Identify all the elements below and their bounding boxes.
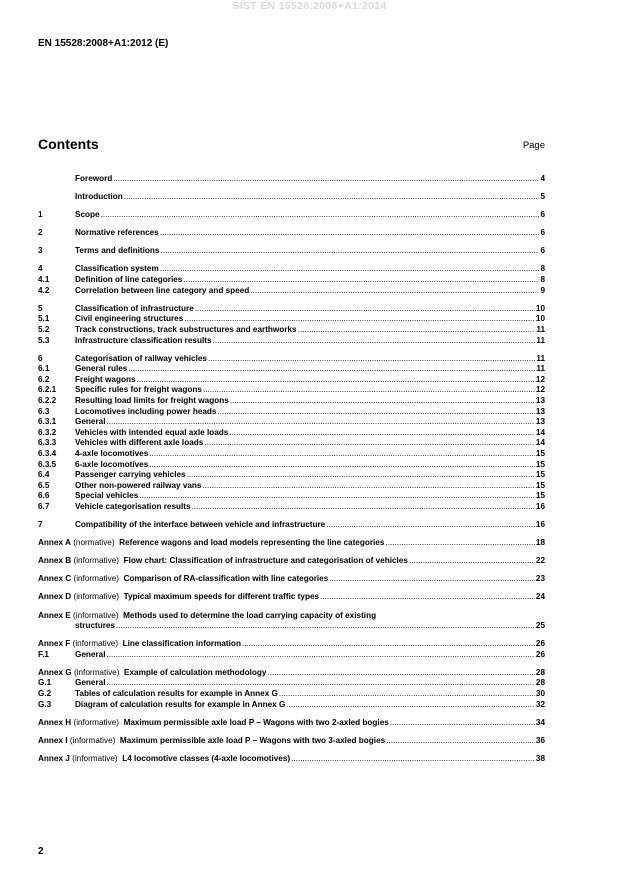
toc-entry[interactable] bbox=[38, 438, 545, 449]
entry-title: Freight wagons bbox=[75, 374, 136, 384]
section-number: 4.2 bbox=[38, 285, 50, 295]
section-number: 6.2 bbox=[38, 374, 50, 384]
entry-title: Special vehicles bbox=[75, 491, 139, 501]
entry-title: Classification of infrastructure bbox=[75, 303, 194, 313]
section-number: 2 bbox=[38, 228, 43, 238]
entry-page: 11 bbox=[536, 353, 545, 363]
toc-entry[interactable] bbox=[38, 407, 545, 418]
toc-entry[interactable] bbox=[38, 460, 545, 471]
section-number: 5 bbox=[38, 303, 43, 313]
toc-entry[interactable] bbox=[38, 210, 545, 221]
entry-page: 30 bbox=[535, 689, 545, 699]
entry-title: General rules bbox=[75, 364, 128, 374]
dot-leader bbox=[267, 668, 534, 679]
toc-entry[interactable] bbox=[38, 556, 545, 567]
section-number: 6.3.3 bbox=[38, 438, 57, 448]
entry-title: Correlation between line category and speed bbox=[75, 285, 250, 295]
toc-entry[interactable] bbox=[38, 246, 545, 257]
section-number: 6.6 bbox=[38, 491, 50, 501]
section-number: G.1 bbox=[38, 678, 52, 688]
entry-title: Civil engineering structures bbox=[75, 314, 184, 324]
entry-title: Specific rules for freight wagons bbox=[75, 385, 202, 395]
annex-label: Annex H bbox=[38, 717, 72, 727]
toc-entry[interactable] bbox=[38, 678, 545, 689]
dot-leader bbox=[386, 736, 535, 747]
dot-leader bbox=[124, 192, 540, 203]
entry-title: Resulting load limits for freight wagons bbox=[75, 396, 229, 405]
entry-title: Terms and definitions bbox=[75, 246, 160, 256]
toc-entry[interactable] bbox=[38, 286, 545, 297]
entry-page: 24 bbox=[535, 592, 545, 602]
dot-leader bbox=[230, 396, 535, 407]
entry-title: General bbox=[75, 678, 106, 688]
entry-title: L4 locomotive classes (4-axle locomotives) bbox=[122, 753, 291, 763]
page-column-label: Page bbox=[522, 140, 545, 151]
toc-entry[interactable] bbox=[38, 689, 545, 700]
toc-entry[interactable] bbox=[38, 639, 545, 650]
entry-title: Tables of calculation results for example in Annex G bbox=[75, 689, 278, 699]
dot-leader bbox=[329, 574, 535, 585]
dot-leader bbox=[320, 592, 535, 603]
dot-leader bbox=[213, 336, 536, 347]
entry-page: 11 bbox=[536, 324, 545, 334]
section-number: F.1 bbox=[38, 649, 49, 659]
section-number: 6.2.1 bbox=[38, 385, 57, 395]
entry-page: 12 bbox=[535, 374, 545, 384]
section-number: 4.1 bbox=[38, 275, 50, 285]
entry-title: Vehicle categorisation results bbox=[75, 501, 191, 511]
dot-leader bbox=[101, 210, 540, 221]
dot-leader bbox=[208, 354, 535, 365]
entry-page: 13 bbox=[535, 406, 545, 416]
toc-entry[interactable] bbox=[38, 470, 545, 481]
entry-title: Compatibility of the interface between vehicle and infrastructure bbox=[75, 520, 326, 530]
dot-leader bbox=[187, 470, 535, 481]
entry-page: 15 bbox=[535, 448, 545, 458]
entry-page: 4 bbox=[540, 174, 545, 183]
entry-title-continuation: structures bbox=[75, 621, 116, 631]
entry-page: 16 bbox=[535, 501, 545, 511]
entry-title: Diagram of calculation results for example in Annex G bbox=[75, 699, 286, 709]
entry-page: 14 bbox=[535, 427, 545, 437]
dot-leader bbox=[149, 460, 535, 471]
entry-title: Infrastructure classification results bbox=[75, 335, 212, 345]
entry-page: 36 bbox=[535, 735, 545, 745]
entry-title: Line classification information bbox=[122, 639, 241, 649]
dot-leader bbox=[298, 325, 536, 336]
toc-entry[interactable] bbox=[38, 264, 545, 275]
dot-leader bbox=[192, 502, 535, 513]
dot-leader bbox=[385, 538, 534, 549]
entry-page: 28 bbox=[535, 667, 545, 677]
dot-leader bbox=[183, 275, 539, 286]
dot-leader bbox=[184, 314, 535, 325]
section-number: G.2 bbox=[38, 689, 52, 699]
toc-entry[interactable] bbox=[38, 314, 545, 325]
toc-entry[interactable] bbox=[38, 502, 545, 513]
toc-entry[interactable] bbox=[38, 668, 545, 679]
dot-leader bbox=[113, 174, 539, 185]
entry-title: Other non-powered railway vans bbox=[75, 480, 202, 490]
section-number: 5.3 bbox=[38, 335, 50, 345]
annex-label: Annex J bbox=[38, 753, 70, 763]
toc-entry[interactable] bbox=[38, 275, 545, 286]
entry-title: 6-axle locomotives bbox=[75, 459, 149, 469]
entry-title: General bbox=[75, 417, 106, 427]
entry-page: 15 bbox=[535, 480, 545, 490]
entry-title: Track constructions, track substructures and earthworks bbox=[75, 324, 297, 334]
dot-leader bbox=[291, 754, 535, 765]
annex-type: (informative) bbox=[73, 717, 119, 727]
entry-page: 6 bbox=[540, 210, 545, 220]
table-of-contents bbox=[38, 174, 545, 765]
toc-entry[interactable] bbox=[38, 718, 545, 729]
annex-type: (informative) bbox=[73, 667, 120, 677]
entry-page: 11 bbox=[536, 335, 545, 345]
dot-leader bbox=[242, 639, 535, 650]
dot-leader bbox=[116, 621, 535, 632]
entry-page: 11 bbox=[536, 364, 545, 374]
entry-title: Scope bbox=[75, 210, 100, 220]
toc-entry[interactable] bbox=[38, 520, 545, 531]
entry-title: Maximum permissible axle load P – Wagons with two 3-axled bogies bbox=[119, 735, 386, 745]
toc-entry-continuation bbox=[38, 621, 545, 632]
entry-page: 13 bbox=[535, 396, 545, 405]
section-number: 7 bbox=[38, 520, 43, 530]
entry-title: Introduction bbox=[75, 192, 123, 202]
toc-entry[interactable] bbox=[38, 354, 545, 365]
toc-entry[interactable] bbox=[38, 650, 545, 661]
contents-title: Contents bbox=[38, 136, 99, 152]
annex-label: Annex G bbox=[38, 667, 72, 677]
watermark: SIST EN 15528:2008+A1:2014 bbox=[232, 0, 387, 12]
toc-entry[interactable] bbox=[38, 364, 545, 375]
entry-page: 10 bbox=[535, 314, 545, 324]
section-number: 1 bbox=[38, 210, 43, 220]
section-number: 6.3.5 bbox=[38, 459, 57, 469]
dot-leader bbox=[160, 228, 540, 239]
annex-label: Annex A bbox=[38, 538, 71, 548]
annex-type: (informative) bbox=[69, 735, 116, 745]
entry-title: Categorisation of railway vehicles bbox=[75, 353, 207, 363]
toc-entry[interactable] bbox=[38, 336, 545, 347]
dot-leader bbox=[390, 718, 535, 729]
annex-type: (informative) bbox=[72, 753, 118, 763]
entry-title: Maximum permissible axle load P – Wagons with two 2-axled bogies bbox=[123, 717, 389, 727]
toc-entry[interactable] bbox=[38, 481, 545, 492]
entry-page: 23 bbox=[535, 574, 545, 584]
entry-page: 34 bbox=[535, 717, 545, 727]
section-number: 4 bbox=[38, 264, 43, 274]
entry-page: 15 bbox=[535, 470, 545, 480]
entry-page: 26 bbox=[535, 649, 545, 659]
annex-type: (normative) bbox=[73, 538, 115, 548]
entry-title: Definition of line categories bbox=[75, 275, 183, 285]
entry-title: Normative references bbox=[75, 228, 159, 238]
section-number: 5.2 bbox=[38, 324, 50, 334]
toc-entry[interactable] bbox=[38, 325, 545, 336]
toc-entry[interactable] bbox=[38, 736, 545, 747]
dot-leader bbox=[203, 385, 535, 396]
annex-label: Annex F bbox=[38, 639, 71, 649]
entry-page: 13 bbox=[535, 417, 545, 427]
annex-type: (informative) bbox=[73, 592, 119, 602]
annex-label: Annex B bbox=[38, 556, 72, 566]
section-number: 6.3.2 bbox=[38, 427, 57, 437]
page-number: 2 bbox=[38, 846, 44, 857]
toc-entry[interactable] bbox=[38, 449, 545, 460]
annex-label: Annex E bbox=[38, 610, 71, 620]
dot-leader bbox=[149, 449, 535, 460]
section-number: 5.1 bbox=[38, 314, 50, 324]
annex-type: (informative) bbox=[73, 610, 119, 620]
entry-title: General bbox=[75, 649, 106, 659]
entry-page: 6 bbox=[540, 228, 545, 238]
entry-title: Methods used to determine the load carrying capacity of existing bbox=[123, 610, 377, 620]
section-number: 6.7 bbox=[38, 501, 50, 511]
entry-page: 9 bbox=[540, 285, 545, 295]
toc-entry[interactable] bbox=[38, 754, 545, 765]
entry-page: 8 bbox=[540, 264, 545, 274]
annex-type: (informative) bbox=[73, 556, 119, 566]
entry-page: 5 bbox=[540, 192, 545, 202]
document-header: EN 15528:2008+A1:2012 (E) bbox=[38, 38, 169, 49]
entry-page: 8 bbox=[540, 275, 545, 285]
toc-entry[interactable] bbox=[38, 192, 545, 203]
entry-title: Classification system bbox=[75, 264, 159, 274]
dot-leader bbox=[137, 375, 535, 386]
annex-type: (informative) bbox=[72, 639, 119, 649]
toc-entry[interactable] bbox=[38, 700, 545, 711]
dot-leader bbox=[139, 491, 535, 502]
section-number: 6.2.2 bbox=[38, 396, 57, 405]
entry-title: Vehicles with intended equal axle loads bbox=[75, 427, 229, 437]
dot-leader bbox=[286, 700, 535, 711]
toc-entry[interactable] bbox=[38, 417, 545, 428]
entry-title: Locomotives including power heads bbox=[75, 406, 217, 416]
section-number: 6.4 bbox=[38, 470, 50, 480]
entry-title: Foreword bbox=[75, 174, 113, 183]
dot-leader bbox=[229, 428, 535, 439]
toc-entry[interactable] bbox=[38, 375, 545, 386]
toc-entry[interactable] bbox=[38, 228, 545, 239]
dot-leader bbox=[107, 417, 535, 428]
entry-title: 4-axle locomotives bbox=[75, 448, 149, 458]
toc-entry[interactable] bbox=[38, 574, 545, 585]
entry-page: 14 bbox=[535, 438, 545, 448]
toc-entry[interactable] bbox=[38, 385, 545, 396]
entry-page: 15 bbox=[535, 459, 545, 469]
toc-entry[interactable] bbox=[38, 491, 545, 502]
entry-title: Example of calculation methodology bbox=[124, 667, 267, 677]
entry-title: Comparison of RA-classification with line categories bbox=[123, 574, 329, 584]
entry-title: Typical maximum speeds for different traffic types bbox=[123, 592, 320, 602]
annex-type: (informative) bbox=[73, 574, 119, 584]
entry-title: Flow chart: Classification of infrastructure and categorisation of vehicles bbox=[123, 556, 408, 566]
annex-label: Annex D bbox=[38, 592, 72, 602]
entry-page: 15 bbox=[535, 491, 545, 501]
toc-entry[interactable] bbox=[38, 304, 545, 315]
toc-entry[interactable] bbox=[38, 428, 545, 439]
dot-leader bbox=[202, 481, 534, 492]
annex-label: Annex C bbox=[38, 574, 72, 584]
dot-leader bbox=[204, 438, 535, 449]
entry-page: 18 bbox=[535, 538, 545, 548]
entry-title: Vehicles with different axle loads bbox=[75, 438, 204, 448]
toc-entry[interactable] bbox=[38, 174, 545, 185]
entry-page: 22 bbox=[535, 556, 545, 566]
dot-leader bbox=[409, 556, 535, 567]
dot-leader bbox=[250, 286, 539, 297]
section-number: 3 bbox=[38, 246, 43, 256]
dot-leader bbox=[195, 304, 535, 315]
entry-page: 6 bbox=[540, 246, 545, 256]
dot-leader bbox=[107, 650, 535, 661]
entry-page: 32 bbox=[535, 699, 545, 709]
section-number: 6.3.4 bbox=[38, 448, 57, 458]
entry-page: 38 bbox=[535, 753, 545, 763]
section-number: 6.5 bbox=[38, 480, 50, 490]
toc-entry[interactable] bbox=[38, 611, 545, 622]
section-number: G.3 bbox=[38, 699, 52, 709]
dot-leader bbox=[279, 689, 535, 700]
dot-leader bbox=[107, 678, 535, 689]
dot-leader bbox=[160, 264, 540, 275]
section-number: 6.3 bbox=[38, 406, 50, 416]
toc-entry[interactable] bbox=[38, 592, 545, 603]
section-number: 6.3.1 bbox=[38, 417, 57, 427]
entry-page: 12 bbox=[535, 385, 545, 395]
section-number: 6 bbox=[38, 353, 43, 363]
toc-entry[interactable] bbox=[38, 538, 545, 549]
section-number: 6.1 bbox=[38, 364, 50, 374]
entry-title: Passenger carrying vehicles bbox=[75, 470, 186, 480]
dot-leader bbox=[160, 246, 539, 257]
entry-page: 25 bbox=[535, 621, 545, 631]
toc-entry[interactable] bbox=[38, 396, 545, 407]
entry-title: Reference wagons and load models representing the line categories bbox=[119, 538, 385, 548]
dot-leader bbox=[217, 407, 534, 418]
entry-page: 16 bbox=[535, 520, 545, 530]
entry-page: 10 bbox=[535, 303, 545, 313]
annex-label: Annex I bbox=[38, 735, 68, 745]
dot-leader bbox=[128, 364, 535, 375]
entry-page: 28 bbox=[535, 678, 545, 688]
entry-page: 26 bbox=[535, 639, 545, 649]
dot-leader bbox=[326, 520, 535, 531]
